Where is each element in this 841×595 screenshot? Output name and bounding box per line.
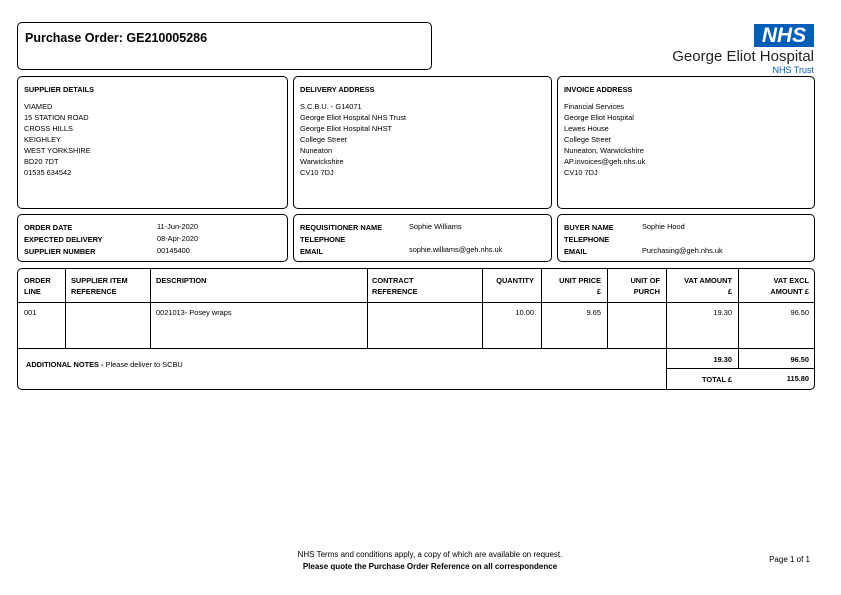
delivery-line: College Street (300, 135, 347, 144)
supplier-number-label: SUPPLIER NUMBER (24, 247, 96, 256)
invoice-heading: INVOICE ADDRESS (564, 85, 633, 94)
expected-delivery-value: 08-Apr-2020 (157, 234, 199, 243)
vat-total: 19.30 (713, 355, 732, 364)
col-header-vat-amount (666, 275, 732, 297)
header-text: £ (596, 287, 601, 296)
col-divider (65, 269, 66, 348)
supplier-line: BD20 7DT (24, 157, 59, 166)
supplier-line: KEIGHLEY (24, 135, 61, 144)
supplier-details-box (17, 76, 288, 209)
col-header-contract-ref (372, 275, 418, 297)
line-items-table (17, 268, 815, 390)
col-header-unit-of-purch (607, 275, 660, 297)
supplier-heading: SUPPLIER DETAILS (24, 85, 95, 94)
cell-vat-amount: 19.30 (713, 308, 732, 317)
grand-total: 115.80 (786, 374, 809, 383)
cell-quantity: 10.00 (515, 308, 534, 317)
total-label: TOTAL £ (702, 375, 732, 384)
supplier-address (24, 101, 91, 178)
requisitioner-email-value: sophie.williams@geh.nhs.uk (409, 245, 503, 254)
header-text: AMOUNT £ (770, 287, 809, 296)
delivery-line: George Eliot Hospital NHST (300, 124, 393, 133)
delivery-line: Warwickshire (300, 157, 344, 166)
invoice-line: George Eliot Hospital (564, 113, 634, 122)
requisitioner-name-value: Sophie Williams (409, 222, 462, 231)
supplier-line: VIAMED (24, 102, 53, 111)
nhs-logo: NHS (754, 24, 814, 47)
col-divider (367, 269, 368, 348)
page-title: Purchase Order: GE210005286 (25, 31, 208, 45)
invoice-line: College Street (564, 135, 611, 144)
col-header-quantity (482, 275, 534, 286)
invoice-line: Nuneaton, Warwickshire (564, 146, 644, 155)
buyer-phone-label: TELEPHONE (564, 235, 610, 244)
buyer-email-value: Purchasing@geh.nhs.uk (642, 246, 723, 255)
requisitioner-email-label: EMAIL (300, 247, 323, 256)
header-text: LINE (24, 287, 41, 296)
delivery-line: S.C.B.U. - G14071 (300, 102, 362, 111)
header-divider (18, 302, 814, 303)
additional-notes (26, 354, 183, 372)
invoice-address (564, 101, 645, 178)
cell-unit-price: 9.65 (586, 308, 601, 317)
order-date-label: ORDER DATE (24, 223, 73, 232)
rows-divider (18, 348, 814, 349)
header-text: £ (727, 287, 732, 296)
hospital-name: George Eliot Hospital (672, 48, 814, 65)
supplier-line: 01535 634542 (24, 168, 72, 177)
col-header-order-line (24, 275, 51, 297)
trust-name: NHS Trust (772, 65, 814, 75)
total-divider (666, 368, 814, 369)
header-text: QUANTITY (496, 276, 534, 285)
invoice-line: Financial Services (564, 102, 624, 111)
order-date-value: 11-Jun-2020 (157, 222, 198, 231)
requisitioner-box (293, 214, 552, 262)
supplier-line: 15 STATION ROAD (24, 113, 89, 122)
col-header-vat-excl (738, 275, 809, 297)
header-text: PURCH (633, 287, 660, 296)
excl-total: 96.50 (790, 355, 809, 364)
supplier-line: WEST YORKSHIRE (24, 146, 91, 155)
header-text: UNIT PRICE (559, 276, 601, 285)
cell-vat-excl: 96.50 (790, 308, 809, 317)
header-text: UNIT OF (630, 276, 660, 285)
delivery-heading: DELIVERY ADDRESS (300, 85, 375, 94)
buyer-box (557, 214, 815, 262)
buyer-name-label: BUYER NAME (564, 223, 614, 232)
delivery-address-box (293, 76, 552, 209)
footer-quote-reference: Please quote the Purchase Order Reference on all correspondence (302, 562, 558, 571)
col-header-unit-price (541, 275, 601, 297)
header-text: CONTRACT (372, 276, 414, 285)
expected-delivery-label: EXPECTED DELIVERY (24, 235, 103, 244)
delivery-line: George Eliot Hospital NHS Trust (300, 113, 406, 122)
header-text: ORDER (24, 276, 51, 285)
invoice-line: Lewes House (564, 124, 609, 133)
buyer-email-label: EMAIL (564, 247, 587, 256)
invoice-line: CV10 7DJ (564, 168, 598, 177)
supplier-line: CROSS HILLS (24, 124, 73, 133)
delivery-address (300, 101, 406, 178)
cell-order-line: 001 (24, 308, 37, 317)
supplier-number-value: 00145400 (157, 246, 190, 255)
col-header-description (156, 275, 207, 286)
header-text: VAT AMOUNT (684, 276, 732, 285)
header-text: DESCRIPTION (156, 276, 207, 285)
col-divider (150, 269, 151, 348)
invoice-line: AP.invoices@geh.nhs.uk (564, 157, 646, 166)
delivery-line: CV10 7DJ (300, 168, 334, 177)
header-text: REFERENCE (71, 287, 117, 296)
notes-label: ADDITIONAL NOTES - (26, 360, 106, 369)
footer-terms: NHS Terms and conditions apply, a copy of which are available on request. (297, 550, 563, 559)
header-text: REFERENCE (372, 287, 418, 296)
requisitioner-phone-label: TELEPHONE (300, 235, 346, 244)
delivery-line: Nuneaton (300, 146, 333, 155)
buyer-name-value: Sophie Hood (642, 222, 685, 231)
order-info-box (17, 214, 288, 262)
col-header-supplier-ref (71, 275, 128, 297)
header-text: VAT EXCL (773, 276, 809, 285)
invoice-address-box (557, 76, 815, 209)
cell-description: 0021013- Posey wraps (156, 308, 232, 317)
requisitioner-name-label: REQUISITIONER NAME (300, 223, 383, 232)
title-box (17, 22, 432, 70)
header-text: SUPPLIER ITEM (71, 276, 128, 285)
page-number: Page 1 of 1 (769, 555, 810, 564)
notes-text: Please deliver to SCBU (105, 360, 183, 369)
